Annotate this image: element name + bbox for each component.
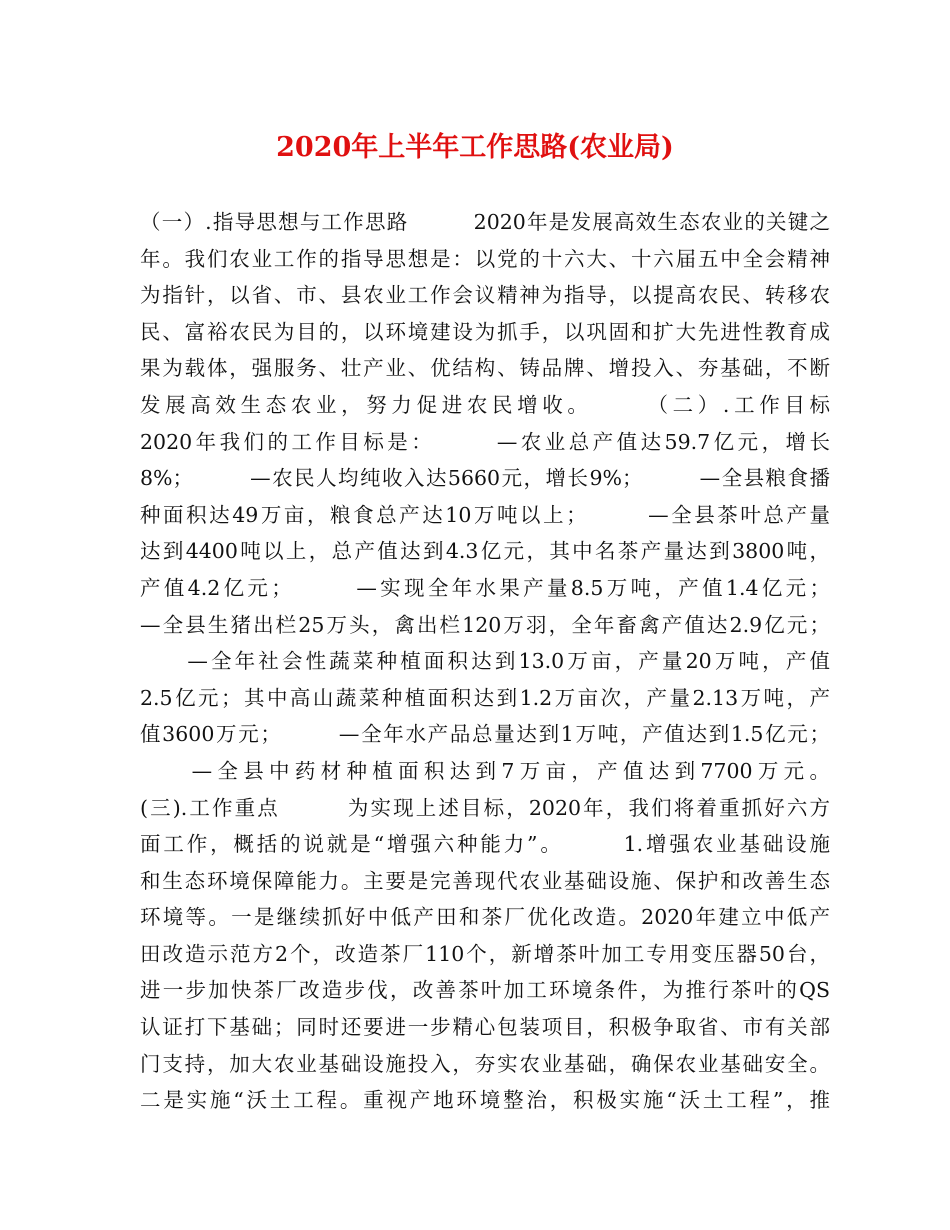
document-body — [140, 204, 830, 1119]
document-title: 2020年上半年工作思路(农业局) — [276, 132, 674, 163]
body-line: 面工作，概括的说就是“增强六种能力”。 1.增强农业基础设施 — [140, 832, 830, 857]
body-line: 发展高效生态农业，努力促进农民增收。 （二）.工作目标 — [140, 392, 830, 417]
body-line: (三).工作重点 为实现上述目标，2020年，我们将着重抓好六方 — [140, 795, 830, 820]
body-line: —全县生猪出栏25万头，禽出栏120万羽，全年畜禽产值达2.9亿元； — [140, 612, 830, 637]
body-line: —全年社会性蔬菜种植面积达到13.0万亩，产量20万吨，产值 — [140, 649, 830, 674]
body-line: 门支持，加大农业基础设施投入，夯实农业基础，确保农业基础安全。 — [140, 1051, 830, 1076]
body-line: 进一步加快茶厂改造步伐，改善茶叶加工环境条件，为推行茶叶的QS — [140, 978, 830, 1003]
body-line: （一）.指导思想与工作思路 2020年是发展高效生态农业的关键之 — [140, 210, 830, 234]
body-line: 年。我们农业工作的指导思想是：以党的十六大、十六届五中全会精神 — [140, 246, 830, 271]
body-line: 为指针，以省、市、县农业工作会议精神为指导，以提高农民、转移农 — [140, 283, 830, 308]
body-line: 2.5亿元；其中高山蔬菜种植面积达到1.2万亩次，产量2.13万吨，产 — [140, 685, 830, 710]
body-line: 认证打下基础；同时还要进一步精心包装项目，积极争取省、市有关部 — [140, 1015, 830, 1040]
body-line: 环境等。一是继续抓好中低产田和茶厂优化改造。2020年建立中低产 — [140, 905, 830, 930]
body-line: 和生态环境保障能力。主要是完善现代农业基础设施、保护和改善生态 — [140, 868, 830, 893]
body-line: 果为载体，强服务、壮产业、优结构、铸品牌、增投入、夯基础，不断 — [140, 356, 830, 381]
body-line: 值3600万元； —全年水产品总量达到1万吨，产值达到1.5亿元； — [140, 722, 830, 747]
body-line: 民、富裕农民为目的，以环境建设为抓手，以巩固和扩大先进性教育成 — [140, 319, 830, 344]
body-line: 田改造示范方2个，改造茶厂110个，新增茶叶加工专用变压器50台， — [140, 941, 830, 966]
body-line: 产值4.2亿元； —实现全年水果产量8.5万吨，产值1.4亿元； — [140, 575, 830, 600]
body-line: 种面积达49万亩，粮食总产达10万吨以上； —全县茶叶总产量 — [140, 502, 830, 527]
body-line: —全县中药材种植面积达到7万亩，产值达到7700万元。 — [140, 758, 830, 783]
body-line: 二是实施“沃土工程。重视产地环境整治，积极实施“沃土工程”，推 — [140, 1088, 830, 1113]
body-line: 达到4400吨以上，总产值达到4.3亿元，其中名茶产量达到3800吨， — [140, 539, 830, 564]
body-line: 8%； —农民人均纯收入达5660元，增长9%； —全县粮食播 — [140, 466, 830, 491]
body-line: 2020年我们的工作目标是： —农业总产值达59.7亿元，增长 — [140, 429, 830, 454]
